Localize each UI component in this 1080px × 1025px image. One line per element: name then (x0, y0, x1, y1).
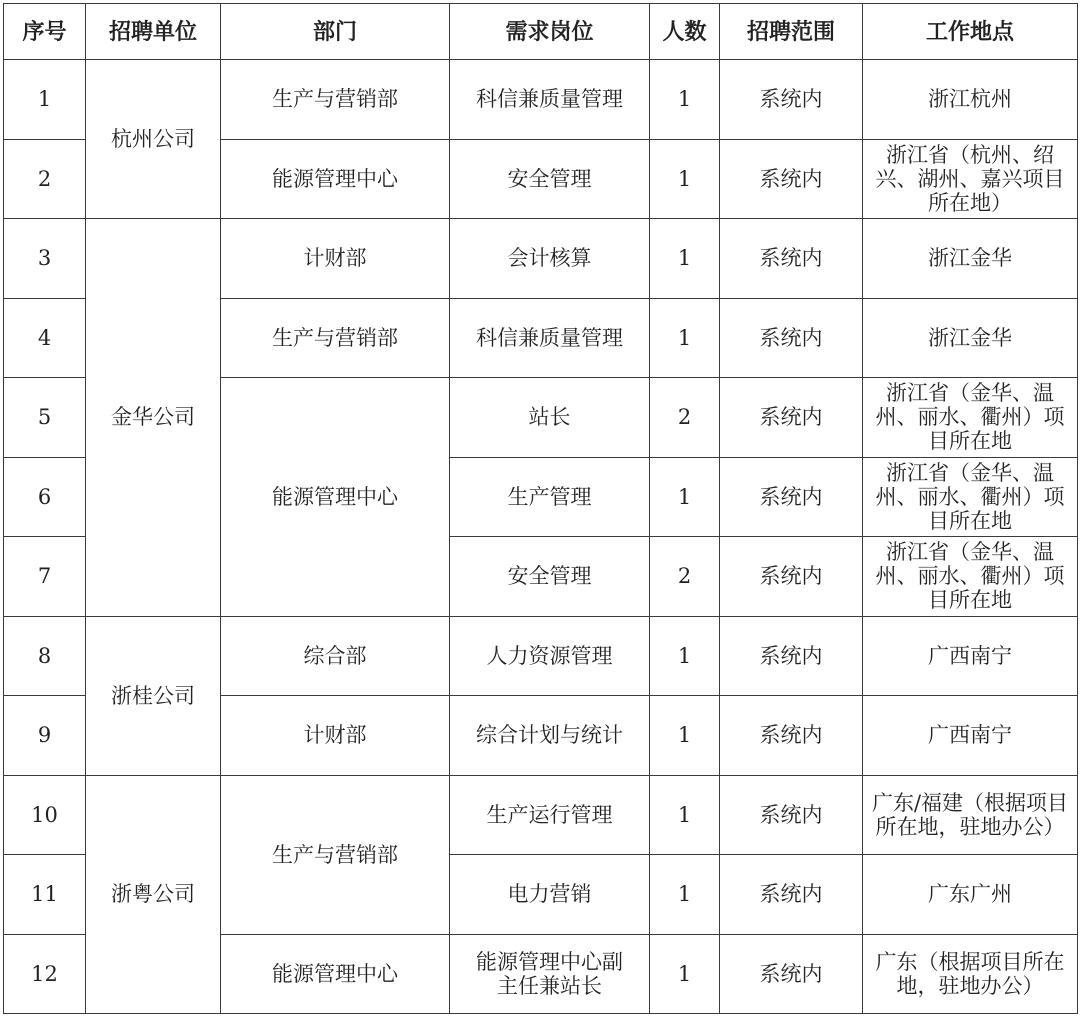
recruiting-unit: 杭州公司 (86, 60, 221, 219)
position: 电力营销 (450, 855, 650, 935)
headcount: 1 (650, 855, 720, 935)
header-cell-scope: 招聘范围 (720, 4, 863, 60)
department: 能源管理中心 (221, 934, 450, 1014)
header-row (4, 4, 1078, 60)
recruiting-unit: 金华公司 (86, 219, 221, 617)
row-number: 2 (4, 139, 86, 219)
row-number: 8 (4, 616, 86, 696)
table-row (4, 775, 1078, 855)
recruit-scope: 系统内 (720, 219, 863, 299)
recruit-scope: 系统内 (720, 378, 863, 458)
work-location: 广东（根据项目所在地，驻地办公） (863, 934, 1078, 1014)
recruiting-unit: 浙桂公司 (86, 616, 221, 775)
department: 能源管理中心 (221, 378, 450, 617)
position: 人力资源管理 (450, 616, 650, 696)
recruit-scope: 系统内 (720, 298, 863, 378)
recruit-scope: 系统内 (720, 139, 863, 219)
position: 生产管理 (450, 457, 650, 537)
position: 生产运行管理 (450, 775, 650, 855)
work-location: 浙江省（金华、温州、丽水、衢州）项目所在地 (863, 457, 1078, 537)
position: 安全管理 (450, 139, 650, 219)
header-cell-count: 人数 (650, 4, 720, 60)
row-number: 7 (4, 537, 86, 617)
department: 生产与营销部 (221, 60, 450, 140)
headcount: 1 (650, 934, 720, 1014)
table-row (4, 219, 1078, 299)
row-number: 10 (4, 775, 86, 855)
work-location: 广西南宁 (863, 696, 1078, 776)
row-number: 6 (4, 457, 86, 537)
header-cell-dept: 部门 (221, 4, 450, 60)
department: 能源管理中心 (221, 139, 450, 219)
position: 安全管理 (450, 537, 650, 617)
row-number: 9 (4, 696, 86, 776)
headcount: 2 (650, 537, 720, 617)
recruit-scope: 系统内 (720, 537, 863, 617)
work-location: 浙江金华 (863, 219, 1078, 299)
recruit-scope: 系统内 (720, 696, 863, 776)
table-row (4, 616, 1078, 696)
department: 计财部 (221, 696, 450, 776)
position: 科信兼质量管理 (450, 298, 650, 378)
work-location: 浙江省（金华、温州、丽水、衢州）项目所在地 (863, 378, 1078, 458)
recruiting-unit: 浙粤公司 (86, 775, 221, 1014)
recruit-scope: 系统内 (720, 855, 863, 935)
department: 生产与营销部 (221, 775, 450, 934)
work-location: 浙江省（杭州、绍兴、湖州、嘉兴项目所在地） (863, 139, 1078, 219)
headcount: 1 (650, 298, 720, 378)
position: 科信兼质量管理 (450, 60, 650, 140)
position: 会计核算 (450, 219, 650, 299)
recruit-scope: 系统内 (720, 616, 863, 696)
work-location: 广东/福建（根据项目所在地，驻地办公） (863, 775, 1078, 855)
header-cell-no: 序号 (4, 4, 86, 60)
row-number: 4 (4, 298, 86, 378)
headcount: 1 (650, 219, 720, 299)
headcount: 1 (650, 60, 720, 140)
headcount: 1 (650, 139, 720, 219)
row-number: 11 (4, 855, 86, 935)
work-location: 广西南宁 (863, 616, 1078, 696)
work-location: 浙江杭州 (863, 60, 1078, 140)
work-location: 广东广州 (863, 855, 1078, 935)
headcount: 2 (650, 378, 720, 458)
position: 站长 (450, 378, 650, 458)
headcount: 1 (650, 696, 720, 776)
row-number: 1 (4, 60, 86, 140)
headcount: 1 (650, 616, 720, 696)
header-cell-unit: 招聘单位 (86, 4, 221, 60)
row-number: 3 (4, 219, 86, 299)
department: 生产与营销部 (221, 298, 450, 378)
table-row (4, 60, 1078, 140)
headcount: 1 (650, 457, 720, 537)
work-location: 浙江省（金华、温州、丽水、衢州）项目所在地 (863, 537, 1078, 617)
headcount: 1 (650, 775, 720, 855)
recruit-scope: 系统内 (720, 775, 863, 855)
row-number: 12 (4, 934, 86, 1014)
recruit-scope: 系统内 (720, 457, 863, 537)
row-number: 5 (4, 378, 86, 458)
header-cell-location: 工作地点 (863, 4, 1078, 60)
recruit-scope: 系统内 (720, 60, 863, 140)
recruitment-table (3, 3, 1078, 1014)
position: 综合计划与统计 (450, 696, 650, 776)
recruit-scope: 系统内 (720, 934, 863, 1014)
position: 能源管理中心副主任兼站长 (450, 934, 650, 1014)
header-cell-post: 需求岗位 (450, 4, 650, 60)
department: 计财部 (221, 219, 450, 299)
department: 综合部 (221, 616, 450, 696)
work-location: 浙江金华 (863, 298, 1078, 378)
